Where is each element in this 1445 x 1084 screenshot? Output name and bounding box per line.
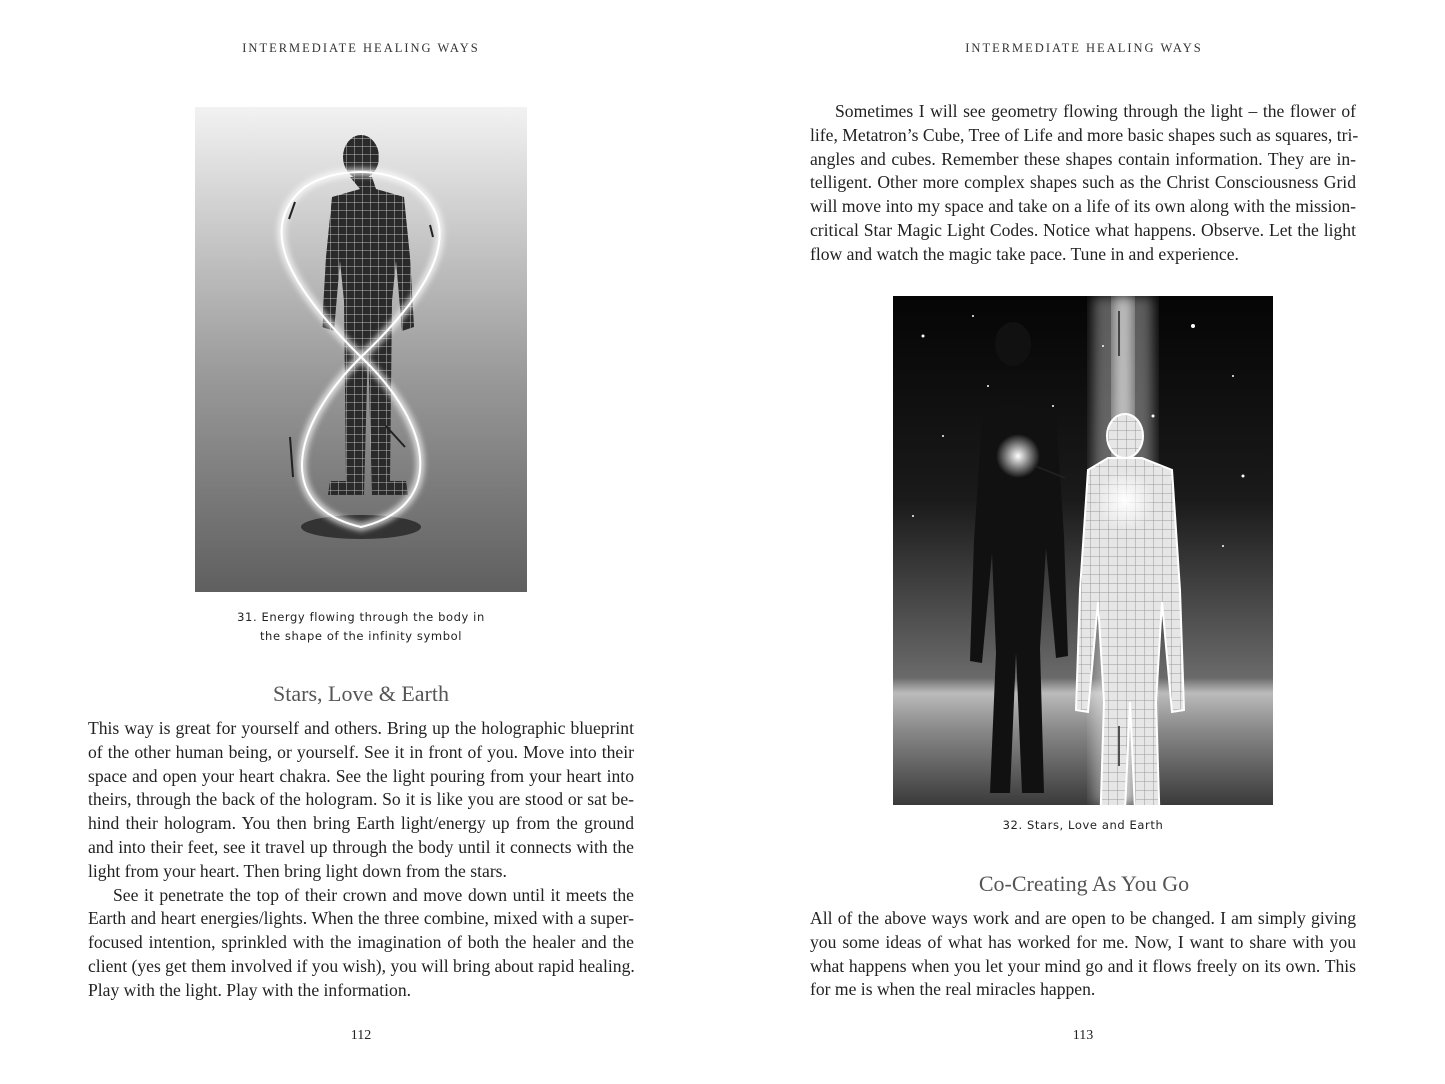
text-line: This way is great for yourself and others. Bring up the holographic blueprint bbox=[88, 718, 634, 738]
text-line: Sometimes I will see geometry flowing through the light – the flower of bbox=[835, 101, 1356, 121]
text-line: will move into my space and take on a life of its own along with the mission- bbox=[810, 196, 1356, 217]
text-line: life, Metatron’s Cube, Tree of Life and more basic shapes such as squares, tri- bbox=[810, 124, 1359, 145]
text-line: client (yes get them involved if you wish), you will bring about rapid healing. bbox=[88, 955, 635, 976]
left-body-text bbox=[88, 717, 634, 1003]
text-line: hind their hologram. You then bring Earth light/energy up from the ground bbox=[88, 813, 634, 834]
figure-caption-32: 32. Stars, Love and Earth bbox=[1002, 818, 1164, 832]
text-line: All of the above ways work and are open to be changed. I am simply giving bbox=[810, 908, 1356, 928]
text-line: focused intention, sprinkled with the imagination of both the healer and the bbox=[88, 932, 634, 953]
figure-infinity-energy bbox=[195, 107, 527, 592]
page-number-left: 112 bbox=[350, 1028, 372, 1043]
infinity-body-illustration bbox=[195, 107, 527, 592]
figure-caption-31-line2: the shape of the infinity symbol bbox=[259, 629, 463, 643]
text-line: theirs, through the back of the hologram. So it is like you are stood or sat be- bbox=[88, 789, 634, 810]
text-line: space and open your heart chakra. See the light pouring from your heart into bbox=[88, 765, 634, 786]
text-line: angles and cubes. Remember these shapes contain information. They are in- bbox=[810, 148, 1356, 169]
text-line: you some ideas of what has worked for me. Now, I want to share with you bbox=[810, 931, 1356, 952]
running-head-left: INTERMEDIATE HEALING WAYS bbox=[242, 41, 480, 55]
section-heading-co-creating: Co-Creating As You Go bbox=[978, 871, 1190, 896]
right-body-text bbox=[810, 907, 1356, 1002]
figure-caption-31-line1: 31. Energy flowing through the body in bbox=[237, 610, 485, 624]
text-line: Earth and heart energies/lights. When the three combine, mixed with a super- bbox=[88, 908, 634, 929]
running-head-right: INTERMEDIATE HEALING WAYS bbox=[965, 41, 1203, 55]
stars-figures-illustration bbox=[893, 296, 1273, 805]
text-line: telligent. Other more complex shapes such as the Christ Consciousness Grid bbox=[810, 172, 1356, 193]
text-line: Play with the light. Play with the information. bbox=[88, 979, 412, 1000]
text-line: light from your heart. Then bring light down from the stars. bbox=[88, 860, 507, 881]
right-intro-text bbox=[810, 100, 1359, 267]
page-number-right: 113 bbox=[1072, 1028, 1094, 1043]
text-line: and into their feet, see it travel up through the body until it connects with the bbox=[88, 836, 634, 857]
text-line: See it penetrate the top of their crown and move down until it meets the bbox=[113, 884, 634, 905]
text-line: critical Star Magic Light Codes. Notice what happens. Observe. Let the light bbox=[810, 219, 1356, 240]
text-line: for me is when the real miracles happen. bbox=[810, 979, 1096, 1000]
figure-stars-love-earth bbox=[893, 296, 1273, 805]
text-line: flow and watch the magic take pace. Tune in and experience. bbox=[810, 243, 1239, 264]
text-line: of the other human being, or yourself. See it in front of you. Move into their bbox=[88, 741, 634, 762]
section-heading-stars-love-earth: Stars, Love & Earth bbox=[273, 681, 449, 706]
text-line: what happens when you let your mind go and it flows freely on its own. This bbox=[810, 955, 1356, 976]
